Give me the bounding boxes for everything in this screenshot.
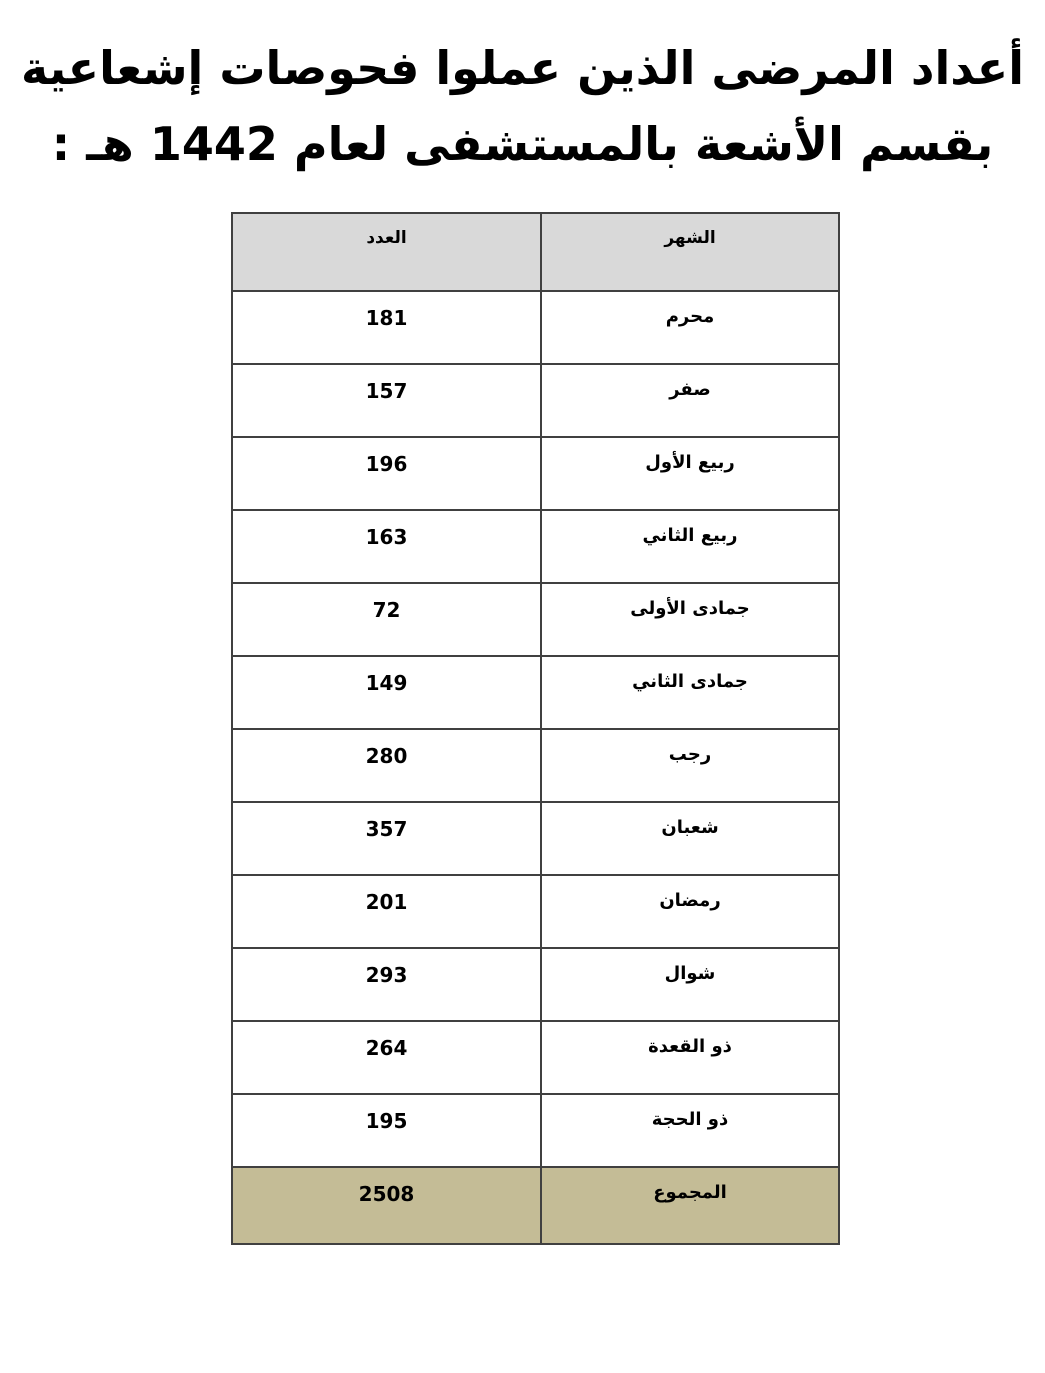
month-cell: ذو الحجة bbox=[541, 1094, 839, 1167]
count-cell: 195 bbox=[232, 1094, 541, 1167]
count-cell: 72 bbox=[232, 583, 541, 656]
count-cell: 264 bbox=[232, 1021, 541, 1094]
table-row bbox=[232, 729, 839, 802]
table-row bbox=[232, 364, 839, 437]
table-row bbox=[232, 510, 839, 583]
table-row bbox=[232, 656, 839, 729]
month-cell: شوال bbox=[541, 948, 839, 1021]
month-cell: شعبان bbox=[541, 802, 839, 875]
count-cell: 357 bbox=[232, 802, 541, 875]
table-row bbox=[232, 291, 839, 364]
month-cell: محرم bbox=[541, 291, 839, 364]
table-row bbox=[232, 1094, 839, 1167]
page-title-line-1: أعداد المرضى الذين عملوا فحوصات إشعاعية bbox=[20, 41, 1024, 95]
count-cell: 157 bbox=[232, 364, 541, 437]
total-row bbox=[232, 1167, 839, 1244]
header-month: الشهر bbox=[541, 213, 839, 291]
monthly-patients-table bbox=[231, 212, 840, 1245]
table-row bbox=[232, 875, 839, 948]
month-cell: ربيع الثاني bbox=[541, 510, 839, 583]
total-label-cell: المجموع bbox=[541, 1167, 839, 1244]
table-row bbox=[232, 1021, 839, 1094]
header-count: العدد bbox=[232, 213, 541, 291]
table-row bbox=[232, 583, 839, 656]
table-header-row bbox=[232, 213, 839, 291]
count-cell: 149 bbox=[232, 656, 541, 729]
month-cell: ذو القعدة bbox=[541, 1021, 839, 1094]
count-cell: 196 bbox=[232, 437, 541, 510]
month-cell: ربيع الأول bbox=[541, 437, 839, 510]
table-row bbox=[232, 802, 839, 875]
table-row bbox=[232, 437, 839, 510]
total-count-cell: 2508 bbox=[232, 1167, 541, 1244]
month-cell: جمادى الأولى bbox=[541, 583, 839, 656]
month-cell: رجب bbox=[541, 729, 839, 802]
month-cell: رمضان bbox=[541, 875, 839, 948]
count-cell: 163 bbox=[232, 510, 541, 583]
count-cell: 293 bbox=[232, 948, 541, 1021]
count-cell: 280 bbox=[232, 729, 541, 802]
count-cell: 201 bbox=[232, 875, 541, 948]
count-cell: 181 bbox=[232, 291, 541, 364]
table-row bbox=[232, 948, 839, 1021]
page-title bbox=[20, 30, 1025, 182]
page-title-line-2: بقسم الأشعة بالمستشفى لعام 1442 هـ : bbox=[51, 117, 994, 171]
month-cell: جمادى الثاني bbox=[541, 656, 839, 729]
month-cell: صفر bbox=[541, 364, 839, 437]
